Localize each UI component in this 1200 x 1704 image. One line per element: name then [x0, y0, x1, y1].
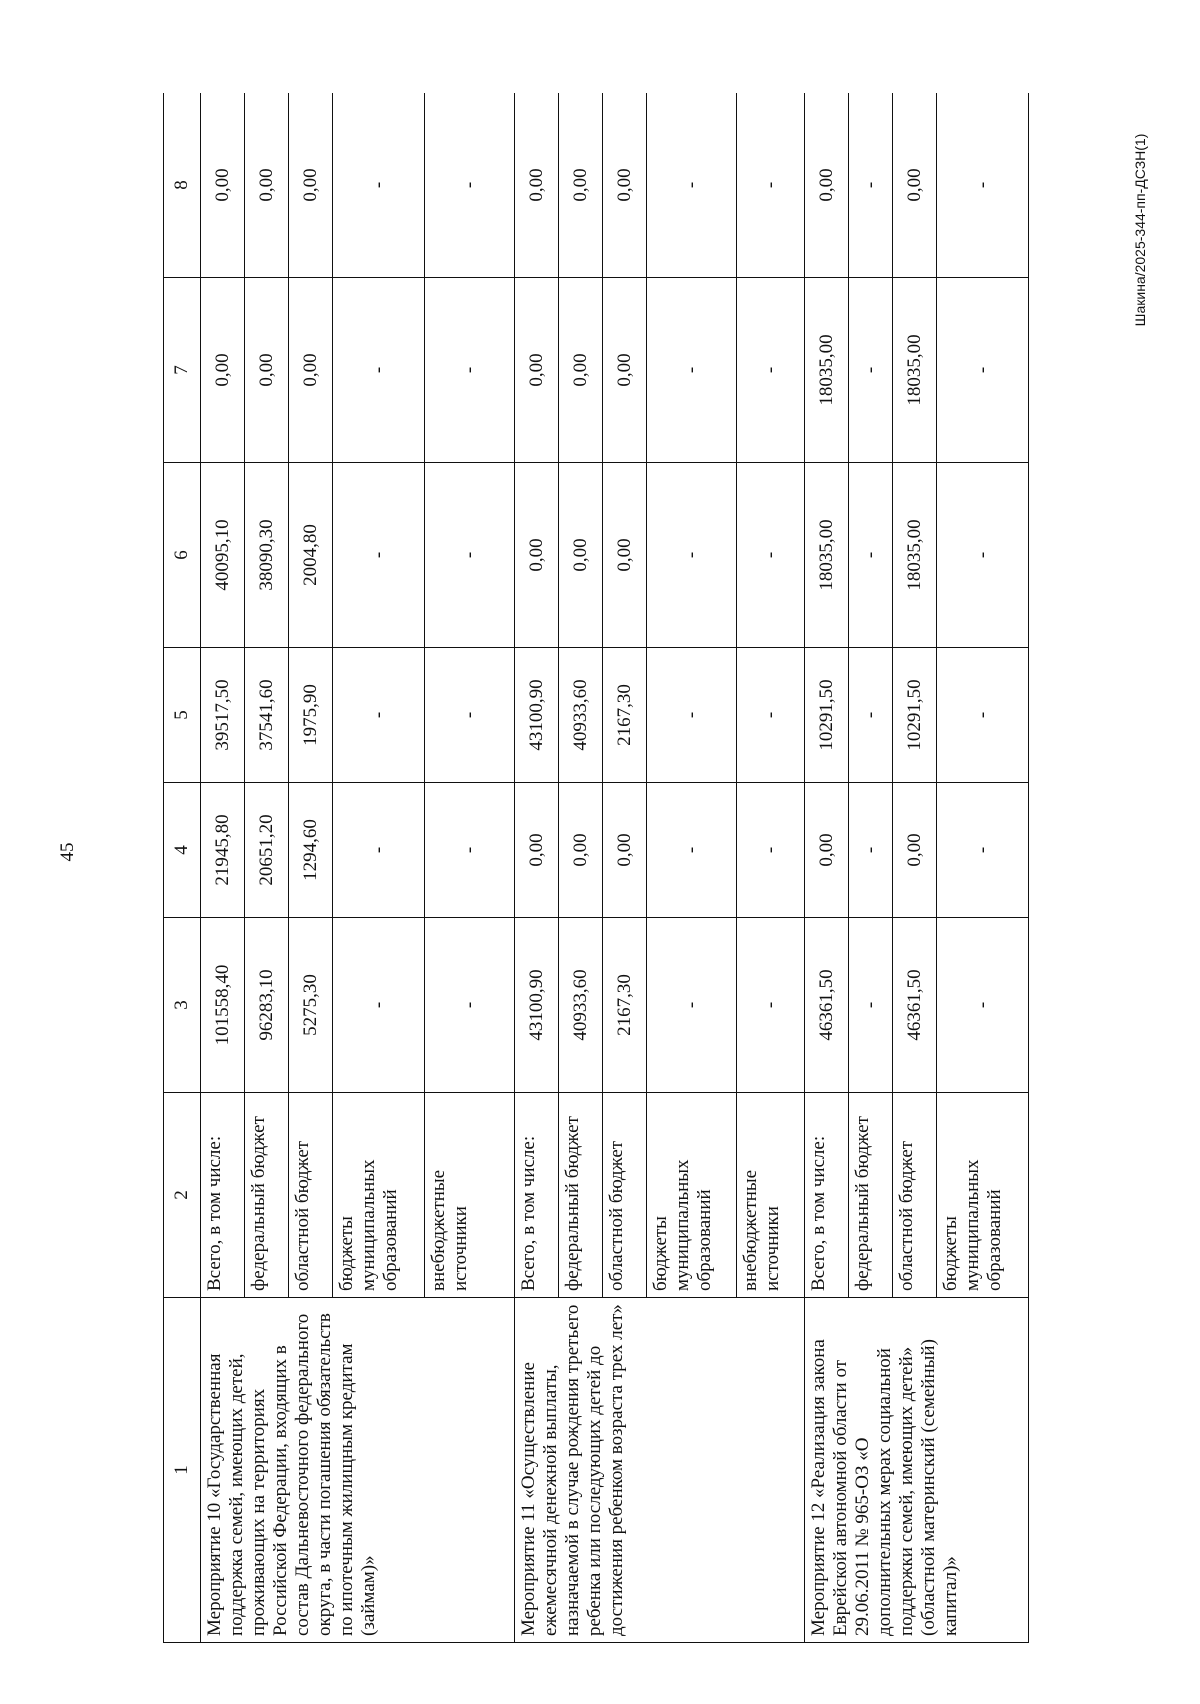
- amount-cell: -: [333, 93, 425, 278]
- amount-cell: 0,00: [245, 93, 289, 278]
- funding-source: внебюджетные источники: [425, 1093, 515, 1298]
- column-header: 2: [164, 1093, 201, 1298]
- table-row: [805, 93, 849, 1643]
- amount-cell: 38090,30: [245, 463, 289, 648]
- amount-cell: -: [849, 463, 893, 648]
- column-header: 5: [164, 648, 201, 783]
- amount-cell: 1975,90: [289, 648, 333, 783]
- amount-cell: 2167,30: [603, 648, 647, 783]
- amount-cell: 18035,00: [805, 463, 849, 648]
- amount-cell: -: [425, 918, 515, 1093]
- funding-source: внебюджетные источники: [737, 1093, 805, 1298]
- funding-source: Всего, в том числе:: [515, 1093, 559, 1298]
- amount-cell: -: [937, 783, 1029, 918]
- amount-cell: 40095,10: [201, 463, 245, 648]
- column-header: 4: [164, 783, 201, 918]
- table-wrapper: [163, 93, 1165, 1643]
- page-number: 45: [57, 842, 78, 862]
- header-row: [164, 93, 201, 1643]
- amount-cell: 0,00: [559, 93, 603, 278]
- amount-cell: -: [937, 93, 1029, 278]
- amount-cell: 0,00: [201, 93, 245, 278]
- amount-cell: 0,00: [515, 93, 559, 278]
- amount-cell: 37541,60: [245, 648, 289, 783]
- amount-cell: 2004,80: [289, 463, 333, 648]
- amount-cell: 96283,10: [245, 918, 289, 1093]
- amount-cell: -: [333, 783, 425, 918]
- table-row: [515, 93, 559, 1643]
- amount-cell: -: [647, 93, 737, 278]
- amount-cell: 0,00: [289, 93, 333, 278]
- amount-cell: 40933,60: [559, 918, 603, 1093]
- amount-cell: -: [647, 918, 737, 1093]
- amount-cell: 1294,60: [289, 783, 333, 918]
- amount-cell: -: [647, 648, 737, 783]
- funding-source: Всего, в том числе:: [805, 1093, 849, 1298]
- amount-cell: 2167,30: [603, 918, 647, 1093]
- amount-cell: 0,00: [515, 783, 559, 918]
- funding-source: бюджеты муниципальных образований: [333, 1093, 425, 1298]
- funding-source: федеральный бюджет: [245, 1093, 289, 1298]
- amount-cell: -: [333, 648, 425, 783]
- amount-cell: 0,00: [559, 463, 603, 648]
- amount-cell: 43100,90: [515, 918, 559, 1093]
- amount-cell: -: [849, 918, 893, 1093]
- amount-cell: -: [737, 463, 805, 648]
- table-body: [201, 93, 1029, 1643]
- amount-cell: 20651,20: [245, 783, 289, 918]
- measure-description: Мероприятие 12 «Реализация закона Еврейской автономной области от 29.06.2011 № 965-ОЗ «О дополнительных мерах социальной поддержки семей, имеющих детей» (областной материнский (семейный) капитал)»: [805, 1298, 1029, 1643]
- amount-cell: -: [647, 783, 737, 918]
- funding-source: областной бюджет: [893, 1093, 937, 1298]
- column-header: 7: [164, 278, 201, 463]
- amount-cell: 18035,00: [893, 278, 937, 463]
- amount-cell: 0,00: [515, 278, 559, 463]
- amount-cell: 39517,50: [201, 648, 245, 783]
- rotated-table-area: [163, 93, 1165, 1643]
- amount-cell: 0,00: [201, 278, 245, 463]
- column-header: 6: [164, 463, 201, 648]
- amount-cell: -: [849, 93, 893, 278]
- column-header: 3: [164, 918, 201, 1093]
- funding-source: федеральный бюджет: [849, 1093, 893, 1298]
- amount-cell: -: [425, 648, 515, 783]
- amount-cell: -: [737, 918, 805, 1093]
- column-header: 8: [164, 93, 201, 278]
- funding-source: бюджеты муниципальных образований: [937, 1093, 1029, 1298]
- amount-cell: 0,00: [559, 278, 603, 463]
- amount-cell: -: [937, 278, 1029, 463]
- amount-cell: -: [425, 93, 515, 278]
- amount-cell: -: [849, 783, 893, 918]
- amount-cell: -: [647, 278, 737, 463]
- amount-cell: -: [333, 918, 425, 1093]
- financing-table: [163, 93, 1029, 1643]
- amount-cell: 0,00: [603, 463, 647, 648]
- amount-cell: -: [737, 278, 805, 463]
- measure-description: Мероприятие 11 «Осуществление ежемесячной денежной выплаты, назначаемой в случае рождения третьего ребенка или последующих детей до достижения ребенком возраста трех лет»: [515, 1298, 805, 1643]
- table-row: [201, 93, 245, 1643]
- amount-cell: 18035,00: [805, 278, 849, 463]
- amount-cell: 0,00: [805, 783, 849, 918]
- amount-cell: 40933,60: [559, 648, 603, 783]
- amount-cell: 10291,50: [805, 648, 849, 783]
- amount-cell: 0,00: [559, 783, 603, 918]
- amount-cell: 21945,80: [201, 783, 245, 918]
- amount-cell: 46361,50: [805, 918, 849, 1093]
- funding-source: бюджеты муниципальных образований: [647, 1093, 737, 1298]
- amount-cell: 0,00: [245, 278, 289, 463]
- funding-source: Всего, в том числе:: [201, 1093, 245, 1298]
- column-header: 1: [164, 1298, 201, 1643]
- amount-cell: 0,00: [515, 463, 559, 648]
- amount-cell: 46361,50: [893, 918, 937, 1093]
- amount-cell: -: [647, 463, 737, 648]
- amount-cell: 0,00: [603, 783, 647, 918]
- amount-cell: 0,00: [805, 93, 849, 278]
- amount-cell: 5275,30: [289, 918, 333, 1093]
- amount-cell: -: [937, 918, 1029, 1093]
- amount-cell: -: [937, 463, 1029, 648]
- amount-cell: -: [333, 463, 425, 648]
- amount-cell: -: [849, 278, 893, 463]
- funding-source: областной бюджет: [603, 1093, 647, 1298]
- amount-cell: -: [333, 278, 425, 463]
- amount-cell: -: [737, 783, 805, 918]
- funding-source: областной бюджет: [289, 1093, 333, 1298]
- document-code: Шакина/2025-344-пп-ДСЗН(1): [1132, 133, 1148, 327]
- amount-cell: 101558,40: [201, 918, 245, 1093]
- amount-cell: 0,00: [893, 783, 937, 918]
- amount-cell: 43100,90: [515, 648, 559, 783]
- amount-cell: -: [937, 648, 1029, 783]
- amount-cell: -: [425, 463, 515, 648]
- amount-cell: -: [737, 93, 805, 278]
- amount-cell: -: [425, 278, 515, 463]
- funding-source: федеральный бюджет: [559, 1093, 603, 1298]
- amount-cell: 18035,00: [893, 463, 937, 648]
- amount-cell: 0,00: [603, 278, 647, 463]
- amount-cell: -: [425, 783, 515, 918]
- amount-cell: 0,00: [603, 93, 647, 278]
- amount-cell: 0,00: [289, 278, 333, 463]
- amount-cell: 0,00: [893, 93, 937, 278]
- amount-cell: -: [737, 648, 805, 783]
- amount-cell: -: [849, 648, 893, 783]
- amount-cell: 10291,50: [893, 648, 937, 783]
- measure-description: Мероприятие 10 «Государственная поддержка семей, имеющих детей, проживающих на территориях Российской Федерации, входящих в состав Дальневосточного федерального округа, в части погашения обязательств по ипотечным жилищным кредитам (займам)»: [201, 1298, 515, 1643]
